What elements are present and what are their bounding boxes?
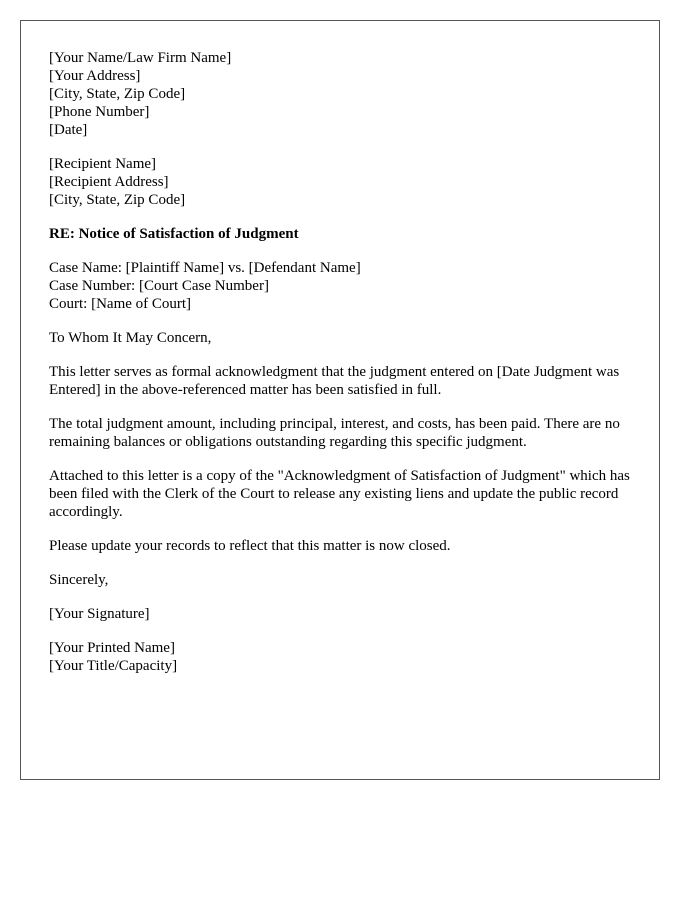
signer-printed-name: [Your Printed Name] [49, 640, 175, 656]
body-paragraph-1: This letter serves as formal acknowledgment that the judgment entered on [Date Judgment was Entered] in the above-referenced matter has been satisfied in full. [49, 364, 620, 398]
recipient-block [49, 155, 631, 209]
recipient-address: [Recipient Address] [49, 174, 169, 190]
body-paragraph-4: Please update your records to reflect that this matter is now closed. [49, 538, 451, 554]
recipient-city-state-zip: [City, State, Zip Code] [49, 192, 186, 208]
sender-phone: [Phone Number] [49, 104, 150, 120]
signer-title: [Your Title/Capacity] [49, 658, 178, 674]
recipient-name: [Recipient Name] [49, 156, 157, 172]
closing: Sincerely, [49, 572, 109, 588]
case-number: Case Number: [Court Case Number] [49, 278, 269, 294]
signature-placeholder: [Your Signature] [49, 606, 150, 622]
sender-block [49, 49, 631, 139]
subject-line: RE: Notice of Satisfaction of Judgment [49, 226, 299, 242]
letter-date: [Date] [49, 122, 88, 138]
letter-page [20, 20, 660, 780]
signer-block [49, 639, 631, 675]
court-name: Court: [Name of Court] [49, 296, 192, 312]
salutation: To Whom It May Concern, [49, 330, 212, 346]
body-paragraph-3: Attached to this letter is a copy of the "Acknowledgment of Satisfaction of Judgment" which has been filed with the Clerk of the Court to release any existing liens and update the public record accordingly. [49, 468, 630, 520]
sender-name: [Your Name/Law Firm Name] [49, 50, 232, 66]
case-info-block [49, 259, 631, 313]
case-name: Case Name: [Plaintiff Name] vs. [Defendant Name] [49, 260, 361, 276]
sender-city-state-zip: [City, State, Zip Code] [49, 86, 186, 102]
sender-address: [Your Address] [49, 68, 141, 84]
body-paragraph-2: The total judgment amount, including principal, interest, and costs, has been paid. There are no remaining balances or obligations outstanding regarding this specific judgment. [49, 416, 620, 450]
